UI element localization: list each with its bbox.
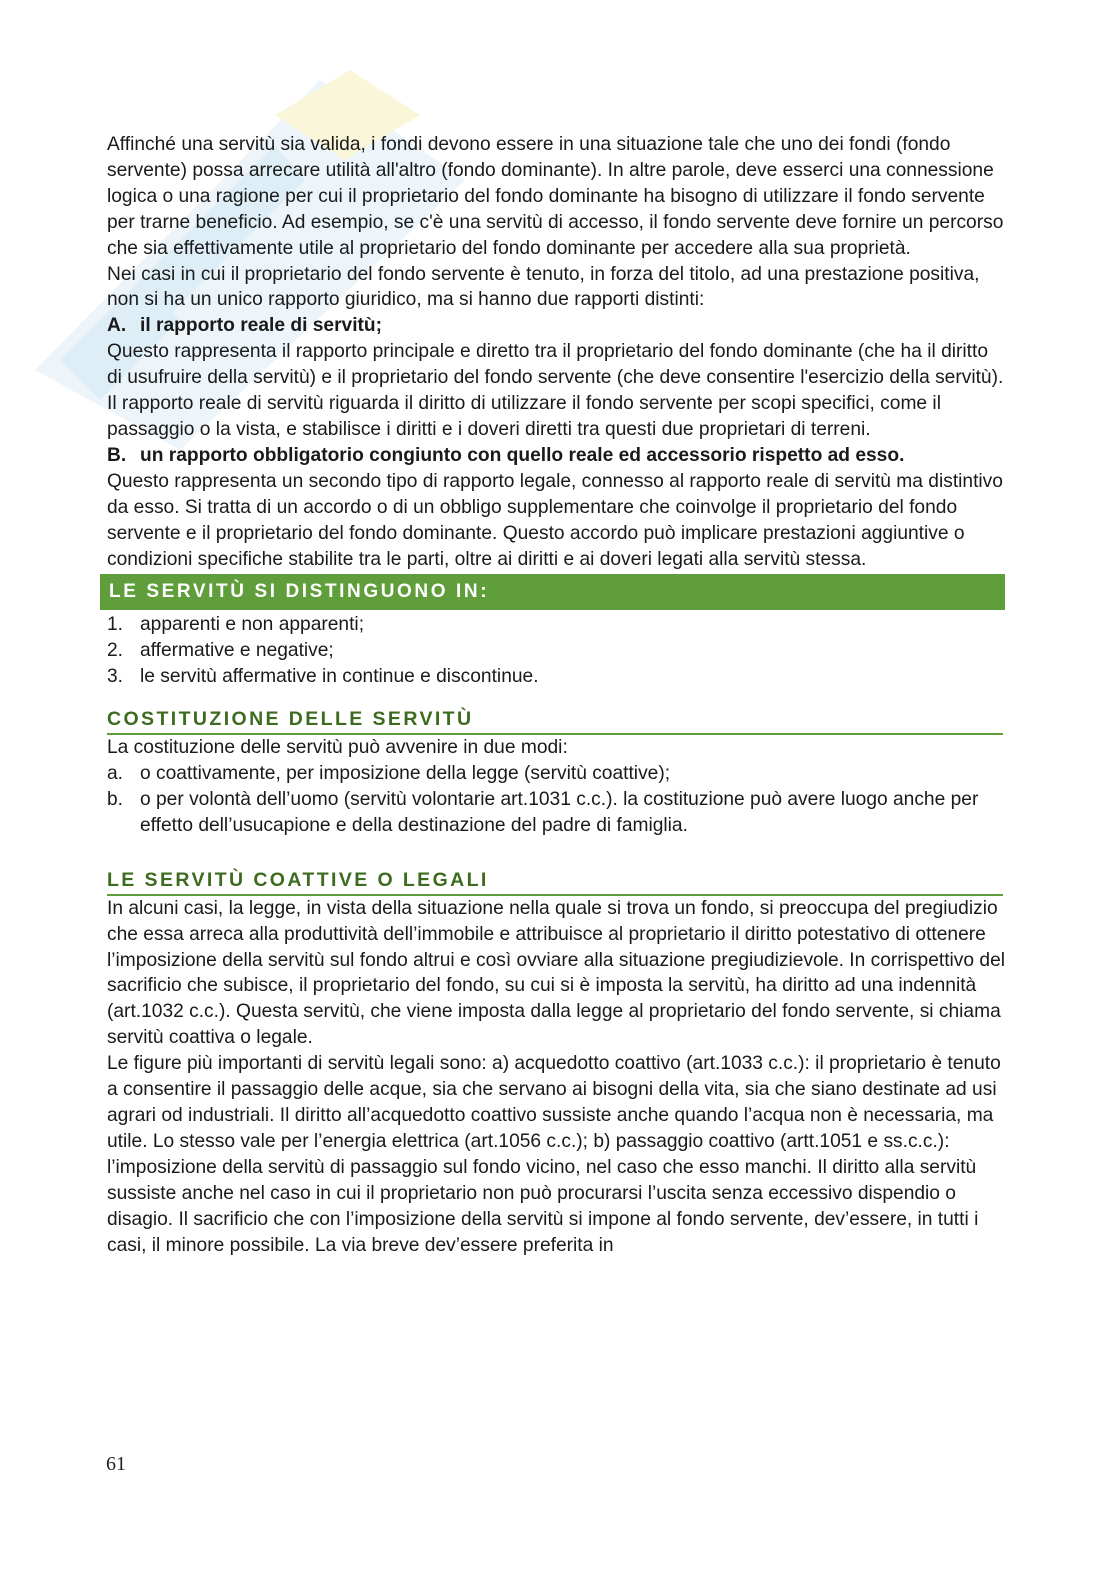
- coattive-paragraph: In alcuni casi, la legge, in vista della situazione nella quale si trova un fondo, si preoccupa del pregiudizio che essa arreca alla produttività dell’immobile e attribuisce al proprietario il diritto potestativo di ottenere l’imposizione della servitù sul fondo altrui e così ovviare alla situazione pregiudizievole. In corrispettivo del sacrificio che subisce, il proprietario del fondo, su cui si è imposta la servitù, ha diritto ad una indennità (art.1032 c.c.). Questa servitù, che viene imposta dalla legge al proprietario del fondo servente, si chiama servitù coattiva o legale.: [107, 897, 1006, 1049]
- list-item-a: [107, 313, 1007, 339]
- list-marker: b.: [107, 788, 124, 810]
- page-number: 61: [106, 1453, 126, 1475]
- list-item: [107, 612, 1007, 638]
- list-item-text: apparenti e non apparenti;: [140, 614, 365, 636]
- list-item: [107, 638, 1007, 664]
- list-marker: 1.: [107, 614, 124, 636]
- list-item-text: o coattivamente, per imposizione della legge (servitù coattive);: [140, 763, 671, 785]
- section-banner: LE SERVITÙ SI DISTINGUONO IN:: [100, 574, 1005, 610]
- list-marker: B.: [107, 444, 127, 466]
- costituzione-intro: La costituzione delle servitù può avvenire in due modi:: [107, 737, 568, 759]
- list-marker: a.: [107, 763, 124, 785]
- list-item: [107, 761, 1007, 787]
- section-heading-costituzione: COSTITUZIONE DELLE SERVITÙ: [107, 706, 1003, 735]
- list-marker: A.: [107, 315, 127, 337]
- list-item: [107, 664, 1007, 690]
- list-marker: 3.: [107, 666, 124, 688]
- two-relations-paragraph: Nei casi in cui il proprietario del fondo servente è tenuto, in forza del titolo, ad una prestazione positiva, non si ha un unico rapporto giuridico, ma si hanno due rapporti distinti:: [107, 263, 980, 311]
- legal-figures-paragraph: Le figure più importanti di servitù legali sono: a) acquedotto coattivo (art.1033 c.c.): il proprietario è tenuto a consentire il passaggio delle acque, sia che servano ai bisogni della vita, sia che siano destinate ad usi agrari od industriali. Il diritto all’acquedotto coattivo sussiste anche quando l’acqua non è necessaria, ma utile. Lo stesso vale per l’energia elettrica (art.1056 c.c.); b) passaggio coattivo (artt.1051 e ss.c.c.): l’imposizione della servitù di passaggio sul fondo vicino, nel caso che esso manchi. Il diritto alla servitù sussiste anche nel caso in cui il proprietario non può procurarsi l’uscita senza eccessivo dispendio o disagio. Il sacrificio che con l’imposizione della servitù si impone al fondo servente, dev’essere, in tutti i casi, il minore possibile. La via breve dev’essere preferita in: [107, 1053, 1001, 1256]
- list-item-text: le servitù affermative in continue e discontinue.: [140, 666, 539, 688]
- list-item-text: un rapporto obbligatorio congiunto con quello reale ed accessorio rispetto ad esso.: [140, 444, 905, 466]
- list-item-text: o per volontà dell’uomo (servitù volontarie art.1031 c.c.). la costituzione può avere luogo anche per effetto dell’usucapione e della destinazione del padre di famiglia.: [140, 788, 979, 836]
- section-heading-coattive: LE SERVITÙ COATTIVE O LEGALI: [107, 867, 1003, 896]
- list-item-text: affermative e negative;: [140, 640, 334, 662]
- obligatory-relation-paragraph: Questo rappresenta un secondo tipo di rapporto legale, connesso al rapporto reale di servitù ma distintivo da esso. Si tratta di un accordo o di un obbligo supplementare che coinvolge il proprietario del fondo servente e il proprietario del fondo dominante. Questo accordo può implicare prestazioni aggiuntive o condizioni specifiche stabilite tra le parti, oltre ai diritti e ai doveri legati alla servitù stessa.: [107, 470, 1003, 570]
- list-item-text: il rapporto reale di servitù;: [140, 315, 383, 337]
- intro-paragraph: Affinché una servitù sia valida, i fondi devono essere in una situazione tale che uno dei fondi (fondo servente) possa arrecare utilità all'altro (fondo dominante). In altre parole, deve esserci una connessione logica o una ragione per cui il proprietario del fondo dominante ha bisogno di utilizzare il fondo servente per trarne beneficio. Ad esempio, se c'è una servitù di accesso, il fondo servente deve fornire un percorso che sia effettivamente utile al proprietario del fondo dominante per accedere alla sua proprietà.: [107, 134, 1004, 259]
- list-item-b: [107, 443, 1007, 469]
- real-relation-paragraph: Questo rappresenta il rapporto principale e diretto tra il proprietario del fondo dominante (che ha il diritto di usufruire della servitù) e il proprietario del fondo servente (che deve consentire l'esercizio della servitù). Il rapporto reale di servitù riguarda il diritto di utilizzare il fondo servente per scopi specifici, come il passaggio o la vista, e stabilisce i diritti e i doveri diretti tra questi due proprietari di terreni.: [107, 341, 1004, 440]
- list-marker: 2.: [107, 640, 124, 662]
- list-item: [107, 787, 1007, 839]
